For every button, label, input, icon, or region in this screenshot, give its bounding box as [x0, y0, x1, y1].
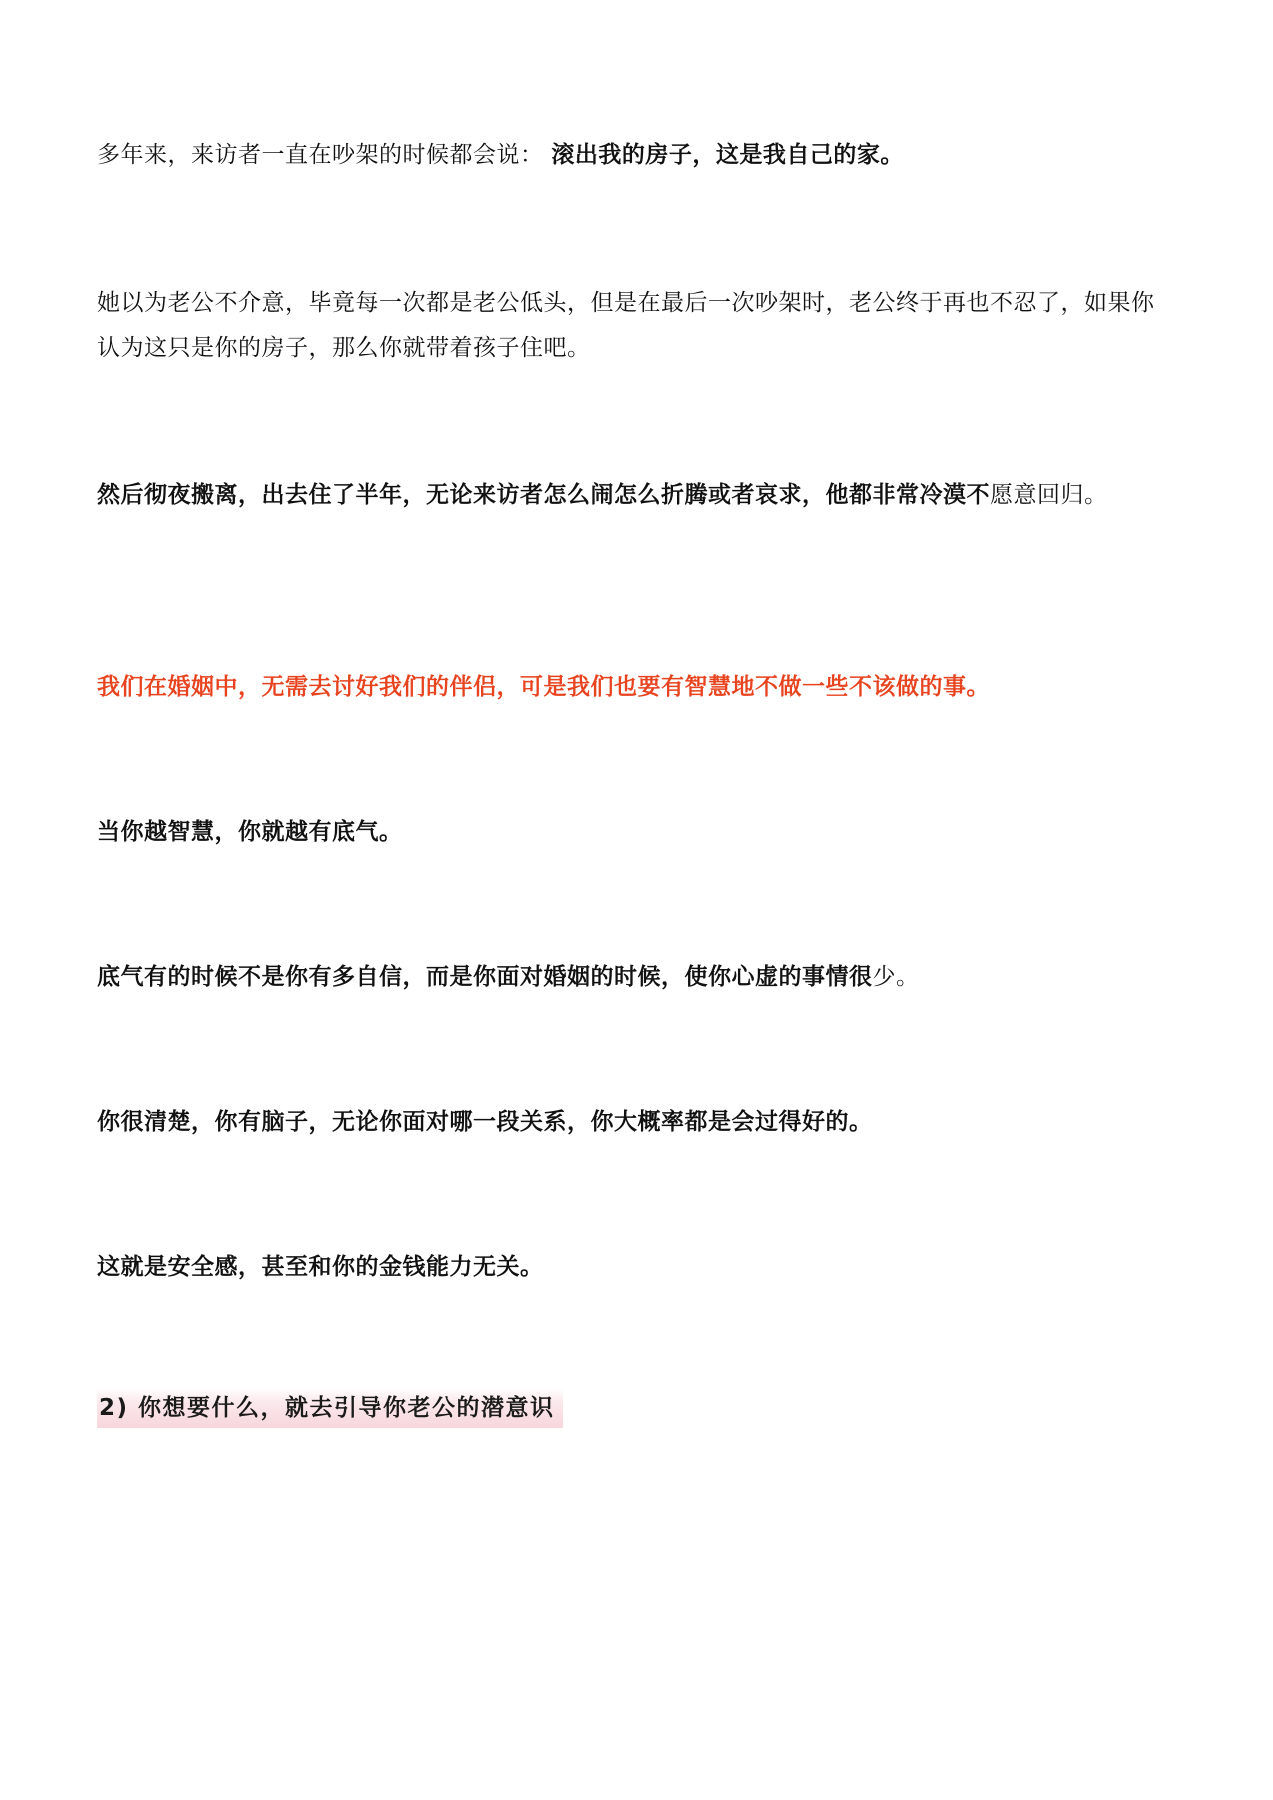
paragraph-highlight-red: 我们在婚姻中，无需去讨好我们的伴侣，可是我们也要有智慧地不做一些不该做的事。: [97, 674, 990, 700]
paragraph-1: [97, 133, 1177, 178]
paragraph-1-emphasis: 滚出我的房子，这是我自己的家。: [551, 142, 904, 168]
paragraph-3: [97, 473, 1177, 518]
paragraph-3-text: 愿意回归。: [990, 482, 1108, 508]
paragraph-5: 当你越智慧，你就越有底气。: [97, 819, 403, 845]
paragraph-2: 她以为老公不介意，毕竟每一次都是老公低头，但是在最后一次吵架时，老公终于再也不忍了，如果你认为这只是你的房子，那么你就带着孩子住吧。: [97, 290, 1155, 361]
paragraph-1-text: 多年来，来访者一直在吵架的时候都会说：: [97, 142, 544, 168]
paragraph-7: 你很清楚，你有脑子，无论你面对哪一段关系，你大概率都是会过得好的。: [97, 1109, 873, 1135]
section-heading: 2) 你想要什么，就去引导你老公的潜意识: [97, 1388, 563, 1428]
paragraph-6-text: 少。: [872, 964, 920, 990]
paragraph-6-emphasis: 底气有的时候不是你有多自信，而是你面对婚姻的时候，使你心虚的事情很: [97, 964, 873, 990]
paragraph-8: 这就是安全感，甚至和你的金钱能力无关。: [97, 1254, 544, 1280]
paragraph-3-emphasis: 然后彻夜搬离，出去住了半年，无论来访者怎么闹怎么折腾或者哀求，他都非常冷漠不: [97, 482, 990, 508]
paragraph-6: [97, 955, 1177, 1000]
